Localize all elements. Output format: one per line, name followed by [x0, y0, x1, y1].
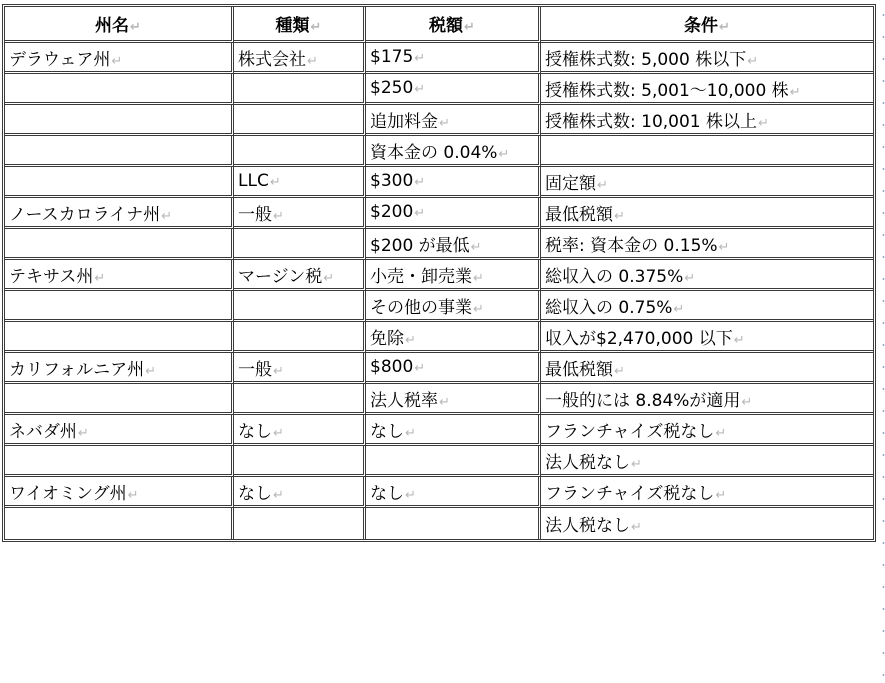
paragraph-mark-icon: ↵: [789, 84, 801, 100]
paragraph-mark-icon: ↵: [464, 20, 475, 35]
table-cell: [366, 43, 541, 74]
paragraph-mark-icon: ↵: [145, 363, 157, 379]
cell-text: 一般的には 8.84%が適用: [545, 390, 741, 411]
table-cell: [541, 291, 873, 322]
table-cell: [541, 353, 873, 384]
table-row: [5, 384, 873, 415]
table-cell: [234, 291, 366, 322]
paragraph-mark-icon: ↵: [439, 394, 450, 410]
cell-text: $800: [370, 357, 414, 377]
paragraph-mark-icon: ↵: [111, 53, 123, 69]
table-row: [5, 353, 873, 384]
table-cell: [366, 198, 541, 229]
cell-text: 株式会社: [238, 49, 306, 70]
table-cell: [541, 415, 873, 446]
table-cell: [234, 43, 366, 74]
paragraph-mark-icon: ↵: [439, 115, 450, 131]
cell-text: なし: [238, 421, 272, 442]
table-cell: [5, 415, 234, 446]
paragraph-mark-icon: ↵: [470, 239, 482, 255]
table-cell: [234, 136, 366, 167]
paragraph-mark-icon: ↵: [747, 53, 759, 69]
cell-text: $300: [370, 171, 414, 191]
table-cell: [5, 384, 234, 415]
header-cell: [234, 7, 366, 43]
header-label: 税額: [429, 16, 464, 36]
cell-text: LLC: [238, 171, 269, 191]
paragraph-mark-icon: ↵: [498, 146, 510, 162]
header-row: [5, 7, 873, 43]
paragraph-mark-icon: ↵: [77, 425, 89, 441]
table-cell: [234, 105, 366, 136]
table-row: [5, 477, 873, 508]
cell-text: マージン税: [238, 266, 323, 287]
cell-text: 授権株式数: 5,001～10,000 株: [545, 80, 789, 101]
table-cell: [234, 353, 366, 384]
table-cell: [366, 415, 541, 446]
paragraph-mark-icon: ↵: [597, 177, 608, 193]
table-row: [5, 322, 873, 353]
cell-text: なし: [238, 483, 272, 504]
cell-text: $250: [370, 78, 414, 98]
cell-text: なし: [370, 421, 404, 442]
table-cell: [541, 260, 873, 291]
paragraph-mark-icon: ↵: [631, 456, 642, 472]
cell-text: 授権株式数: 5,000 株以下: [545, 49, 747, 70]
cell-text: 授権株式数: 10,001 株以上: [545, 111, 758, 132]
table-row: [5, 136, 873, 167]
header-cell: [541, 7, 873, 43]
table-cell: [5, 322, 234, 353]
table-cell: [366, 105, 541, 136]
table-cell: [366, 446, 541, 477]
cell-text: デラウェア州: [9, 49, 111, 70]
paragraph-mark-icon: ↵: [715, 425, 727, 441]
header-cell: [5, 7, 234, 43]
table-cell: [5, 74, 234, 105]
cell-text: ノースカロライナ州: [9, 204, 161, 225]
table-cell: [5, 136, 234, 167]
table-cell: [234, 477, 366, 508]
cell-text: その他の事業: [370, 297, 472, 318]
paragraph-mark-icon: ↵: [414, 175, 426, 190]
table-cell: [541, 167, 873, 198]
paragraph-mark-icon: ↵: [273, 363, 284, 379]
table-row: [5, 43, 873, 74]
cell-text: 最低税額: [545, 359, 613, 380]
paragraph-mark-icon: ↵: [673, 301, 685, 317]
table-cell: [366, 322, 541, 353]
table-cell: [5, 446, 234, 477]
table-cell: [234, 415, 366, 446]
table-cell: [5, 229, 234, 260]
table-cell: [366, 384, 541, 415]
paragraph-mark-icon: ↵: [718, 239, 730, 255]
table-row: [5, 105, 873, 136]
table-cell: [366, 477, 541, 508]
paragraph-mark-icon: ↵: [127, 487, 139, 503]
table-row: [5, 260, 873, 291]
table-cell: [541, 105, 873, 136]
header-label: 条件: [684, 16, 719, 36]
paragraph-mark-icon: ↵: [405, 425, 416, 441]
table-cell: [541, 477, 873, 508]
table-cell: [234, 74, 366, 105]
table-cell: [234, 322, 366, 353]
paragraph-mark-icon: ↵: [307, 53, 318, 69]
table-cell: [234, 446, 366, 477]
table-cell: [541, 229, 873, 260]
table-row: [5, 446, 873, 477]
cell-text: $175: [370, 47, 414, 67]
paragraph-mark-icon: ↵: [94, 270, 106, 286]
header-label: 州名: [95, 16, 130, 36]
paragraph-mark-icon: ↵: [715, 487, 727, 503]
cell-text: フランチャイズ税なし: [545, 421, 715, 442]
paragraph-mark-icon: ↵: [414, 82, 426, 97]
cell-text: ワイオミング州: [9, 483, 127, 504]
tax-table: [5, 7, 873, 539]
document-table-frame: [2, 4, 876, 542]
table-cell: [366, 260, 541, 291]
table-cell: [5, 508, 234, 539]
paragraph-mark-icon: ↵: [758, 115, 769, 131]
paragraph-mark-icon: ↵: [614, 363, 625, 379]
table-cell: [234, 198, 366, 229]
paragraph-mark-icon: ↵: [273, 487, 284, 503]
table-cell: [366, 74, 541, 105]
cell-text: $200: [370, 202, 414, 222]
table-cell: [234, 260, 366, 291]
table-row: [5, 508, 873, 539]
table-cell: [234, 508, 366, 539]
table-row: [5, 415, 873, 446]
paragraph-mark-icon: ↵: [614, 208, 625, 224]
cell-text: 法人税なし: [545, 452, 630, 473]
cell-text: 法人税率: [370, 390, 438, 411]
table-cell: [5, 43, 234, 74]
cell-text: 資本金の 0.04%: [370, 142, 498, 163]
cell-text: テキサス州: [9, 266, 94, 287]
table-cell: [5, 198, 234, 229]
cell-text: $200 が最低: [370, 235, 470, 256]
paragraph-mark-icon: ↵: [414, 206, 426, 221]
table-body: [5, 43, 873, 539]
table-row: [5, 198, 873, 229]
cell-text: 最低税額: [545, 204, 613, 225]
paragraph-mark-icon: ↵: [273, 425, 284, 441]
paragraph-mark-icon: ↵: [310, 20, 322, 35]
cell-text: 固定額: [545, 173, 596, 194]
table-cell: [366, 508, 541, 539]
table-cell: [234, 229, 366, 260]
table-cell: [234, 384, 366, 415]
paragraph-mark-icon: ↵: [323, 270, 335, 286]
paragraph-mark-icon: ↵: [161, 208, 173, 224]
header-cell: [366, 7, 541, 43]
table-cell: [541, 198, 873, 229]
table-cell: [234, 167, 366, 198]
header-label: 種類: [275, 16, 310, 36]
cell-text: 収入が$2,470,000 以下: [545, 328, 733, 349]
table-cell: [5, 167, 234, 198]
paragraph-mark-icon: ↵: [473, 301, 484, 317]
table-cell: [541, 74, 873, 105]
cell-text: 総収入の 0.75%: [545, 297, 673, 318]
table-cell: [5, 260, 234, 291]
cell-text: 免除: [370, 328, 404, 349]
cell-text: 一般: [238, 359, 272, 380]
table-row: [5, 291, 873, 322]
cell-text: 税率: 資本金の 0.15%: [545, 235, 718, 256]
table-cell: [5, 291, 234, 322]
cell-text: なし: [370, 483, 404, 504]
paragraph-mark-icon: ↵: [273, 208, 284, 224]
paragraph-mark-icon: ↵: [733, 332, 745, 348]
table-row: [5, 167, 873, 198]
table-cell: [541, 446, 873, 477]
table-cell: [541, 322, 873, 353]
table-cell: [366, 229, 541, 260]
paragraph-mark-icon: ↵: [414, 361, 426, 376]
table-row: [5, 74, 873, 105]
table-cell: [541, 136, 873, 167]
cell-text: 法人税なし: [545, 516, 630, 536]
paragraph-mark-icon: ↵: [631, 520, 642, 535]
table-cell: [366, 167, 541, 198]
cell-text: フランチャイズ税なし: [545, 483, 715, 504]
paragraph-mark-icon: ↵: [130, 20, 141, 35]
paragraph-mark-icon: ↵: [269, 175, 281, 190]
cell-text: 追加料金: [370, 111, 438, 132]
paragraph-mark-icon: ↵: [473, 270, 484, 286]
paragraph-mark-icon: ↵: [405, 332, 416, 348]
table-cell: [366, 353, 541, 384]
paragraph-mark-icon: ↵: [405, 487, 416, 503]
table-cell: [366, 291, 541, 322]
table-cell: [5, 477, 234, 508]
table-cell: [541, 384, 873, 415]
table-cell: [366, 136, 541, 167]
table-row: [5, 229, 873, 260]
paragraph-mark-icon: ↵: [414, 51, 426, 66]
table-cell: [5, 353, 234, 384]
cell-text: 小売・卸売業: [370, 266, 472, 287]
table-cell: [5, 105, 234, 136]
paragraph-mark-icon: ↵: [719, 20, 730, 35]
table-cell: [541, 508, 873, 539]
cell-text: 一般: [238, 204, 272, 225]
cell-text: 総収入の 0.375%: [545, 266, 684, 287]
paragraph-mark-icon: ↵: [741, 394, 753, 410]
cell-text: カリフォルニア州: [9, 359, 145, 380]
cell-text: ネバダ州: [9, 421, 77, 442]
paragraph-mark-icon: ↵: [684, 270, 696, 286]
table-cell: [541, 43, 873, 74]
